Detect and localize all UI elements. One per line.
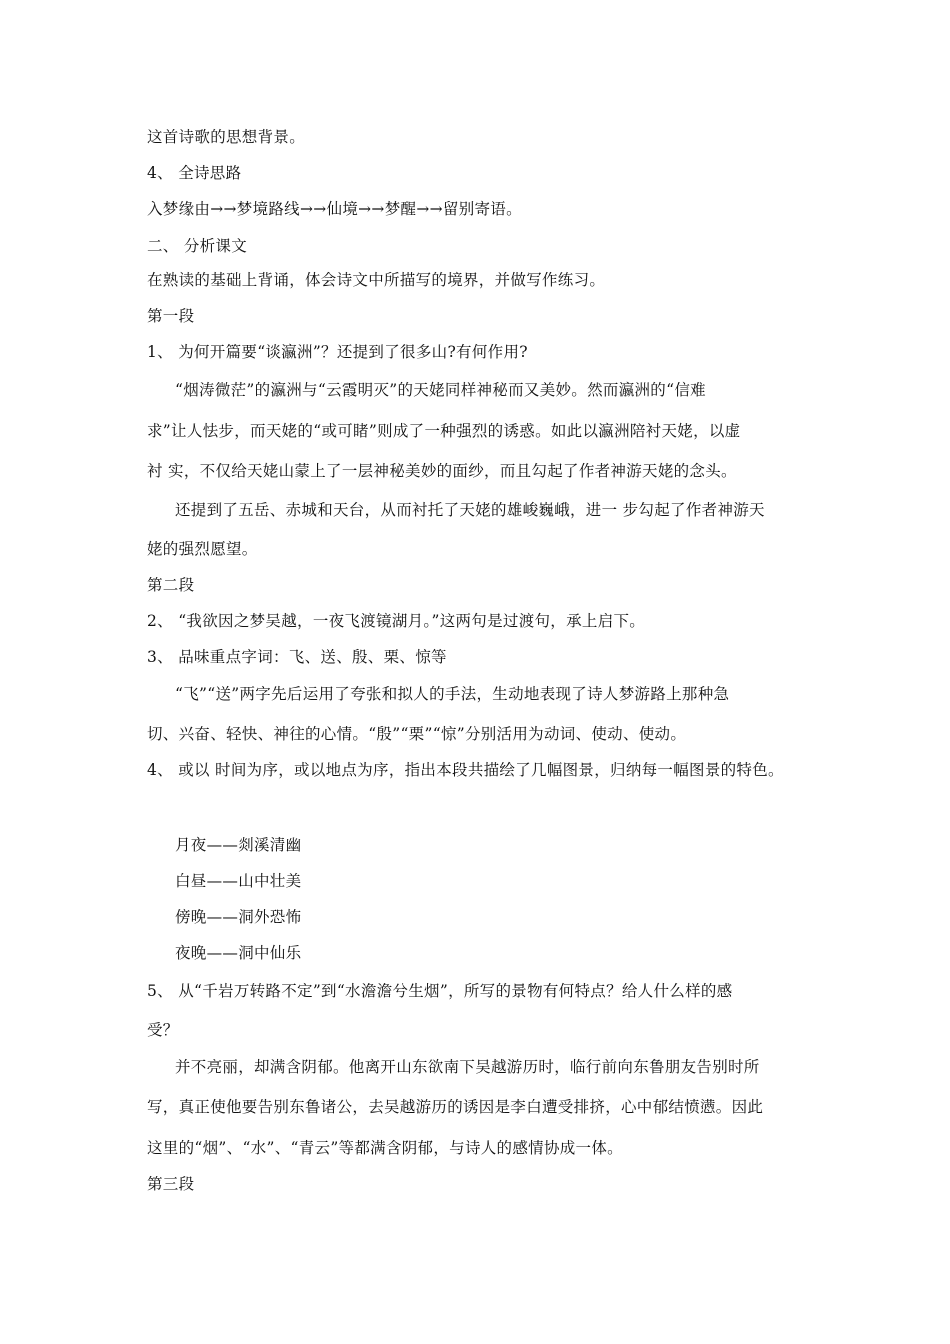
scene-item: 傍晚——洞外恐怖 (175, 908, 302, 926)
item-heading: 4、 全诗思路 (147, 164, 242, 182)
answer-line: 求”让人怯步，而天姥的“或可睹”则成了一种强烈的诱惑。如此以瀛洲陪衬天姥，以虚 (147, 422, 741, 440)
paragraph-heading: 第三段 (147, 1175, 195, 1193)
answer-line: “飞”“送”两字先后运用了夸张和拟人的手法，生动地表现了诗人梦游路上那种急 (175, 685, 730, 703)
answer-line: 写，真正使他要告别东鲁诸公，去吴越游历的诱因是李白遭受排挤，心中郁结愤懑。因此 (147, 1098, 764, 1116)
section-heading: 二、 分析课文 (147, 237, 248, 255)
paragraph-heading: 第一段 (147, 307, 195, 325)
question-line: 4、 或以 时间为序，或以地点为序，指出本段共描绘了几幅图景，归纳每一幅图景的特色。 (147, 761, 784, 779)
answer-line: 这里的“烟”、“水”、“青云”等都满含阴郁，与诗人的感情协成一体。 (147, 1139, 623, 1157)
question-line: 2、 “我欲因之梦吴越，一夜飞渡镜湖月。”这两句是过渡句，承上启下。 (147, 612, 646, 630)
question-line: 3、 品味重点字词：飞、送、殷、栗、惊等 (147, 648, 447, 666)
scene-item: 夜晚——洞中仙乐 (175, 944, 302, 962)
answer-line: 衬 实，不仅给天姥山蒙上了一层神秘美妙的面纱，而且勾起了作者神游天姥的念头。 (147, 462, 737, 480)
text-line: 入梦缘由→→梦境路线→→仙境→→梦醒→→留别寄语。 (147, 200, 522, 218)
text-line: 在熟读的基础上背诵，体会诗文中所描写的境界，并做写作练习。 (147, 271, 606, 289)
question-line: 1、 为何开篇要“谈瀛洲”？还提到了很多山?有何作用? (147, 343, 528, 361)
text-line: 这首诗歌的思想背景。 (147, 128, 306, 146)
answer-line: 还提到了五岳、赤城和天台，从而衬托了天姥的雄峻巍峨，进一 步勾起了作者神游天 (175, 501, 765, 519)
answer-line: 并不亮丽，却满含阴郁。他离开山东欲南下吴越游历时，临行前向东鲁朋友告别时所 (175, 1058, 760, 1076)
answer-line: 姥的强烈愿望。 (147, 540, 258, 558)
paragraph-heading: 第二段 (147, 576, 195, 594)
question-line: 受？ (147, 1021, 179, 1039)
answer-line: “烟涛微茫”的瀛洲与“云霞明灭”的天姥同样神秘而又美妙。然而瀛洲的“信难 (175, 381, 706, 399)
scene-item: 月夜——剡溪清幽 (175, 836, 302, 854)
answer-line: 切、兴奋、轻快、神往的心情。“殷”“栗”“惊”分别活用为动词、使动、使动。 (147, 725, 687, 743)
scene-item: 白昼——山中壮美 (175, 872, 302, 890)
question-line: 5、 从“千岩万转路不定”到“水澹澹兮生烟”，所写的景物有何特点？给人什么样的感 (147, 982, 733, 1000)
